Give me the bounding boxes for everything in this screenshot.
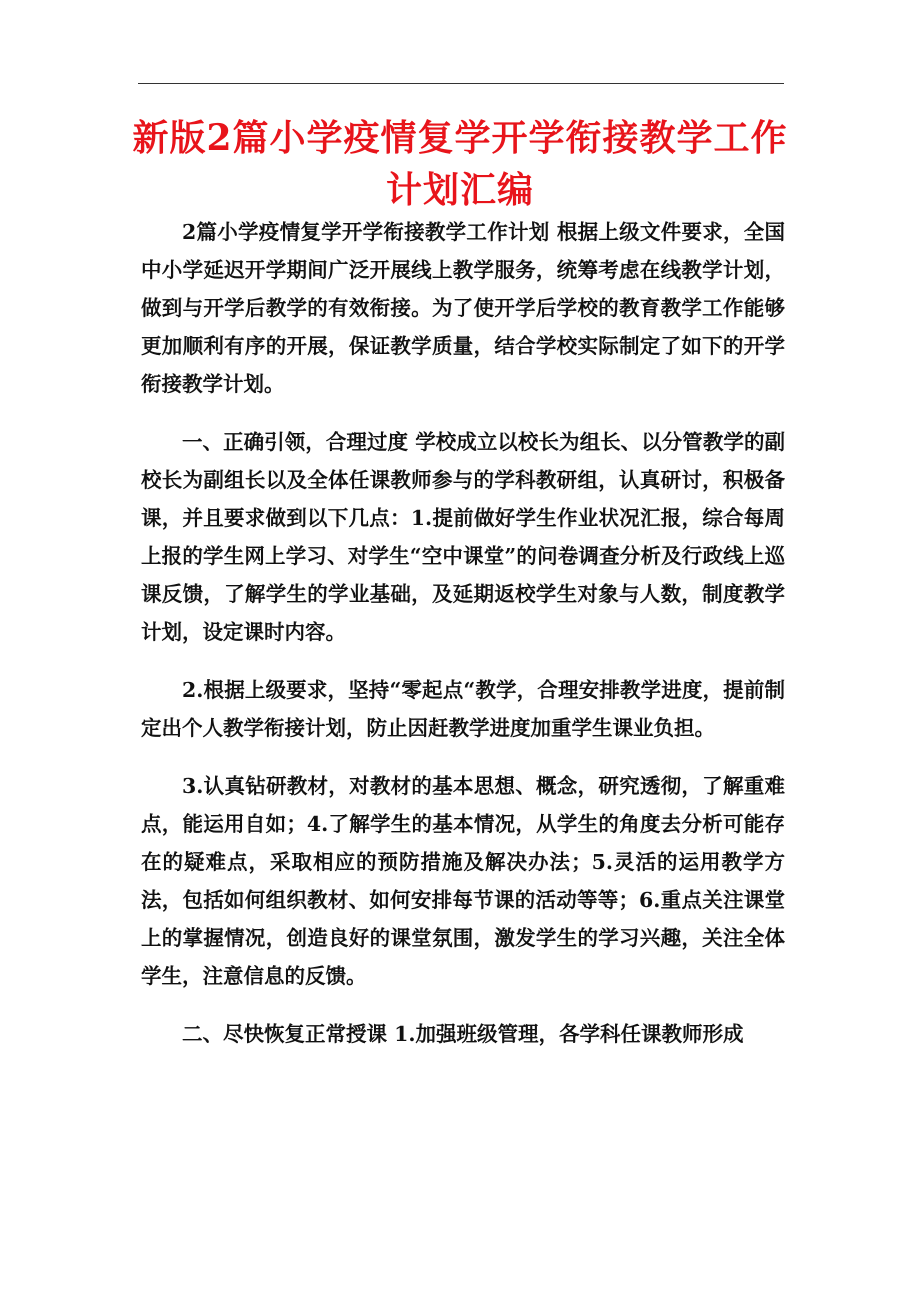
paragraph-section-1: 一、正确引领，合理过度 学校成立以校长为组长、以分管教学的副校长为副组长以及全体任课教师参与的学科教研组，认真研讨，积极备课，并且要求做到以下几点：1.提前做好学生作业状况汇报，综合每周上报的学生网上学习、对学生“空中课堂”的问卷调查分析及行政线上巡课反馈，了解学生的学业基础，及延期返校学生对象与人数，制度教学计划，设定课时内容。 — [141, 430, 785, 644]
document-body — [141, 213, 785, 1073]
header-rule — [138, 83, 784, 84]
paragraph-section-2: 二、尽快恢复正常授课 1.加强班级管理，各学科任课教师形成 — [182, 1022, 744, 1046]
paragraph-intro: 2篇小学疫情复学开学衔接教学工作计划 根据上级文件要求，全国中小学延迟开学期间广泛开展线上教学服务，统筹考虑在线教学计划，做到与开学后教学的有效衔接。为了使开学后学校的教育教学工作能够更加顺利有序的开展，保证教学质量，结合学校实际制定了如下的开学衔接教学计划。 — [141, 220, 785, 396]
title-line-2: 计划汇编 — [385, 169, 534, 211]
document-title — [120, 112, 800, 216]
paragraph-point-2: 2.根据上级要求，坚持“零起点“教学，合理安排教学进度，提前制定出个人教学衔接计划，防止因赶教学进度加重学生课业负担。 — [141, 678, 785, 740]
paragraph-points-3-6: 3.认真钻研教材，对教材的基本思想、概念，研究透彻，了解重难点，能运用自如；4.了解学生的基本情况，从学生的角度去分析可能存在的疑难点，采取相应的预防措施及解决办法；5.灵活的运用教学方法，包括如何组织教材、如何安排每节课的活动等等；6.重点关注课堂上的掌握情况，创造良好的课堂氛围，激发学生的学习兴趣，关注全体学生，注意信息的反馈。 — [141, 774, 785, 988]
title-line-1: 新版2篇小学疫情复学开学衔接教学工作 — [132, 117, 788, 159]
